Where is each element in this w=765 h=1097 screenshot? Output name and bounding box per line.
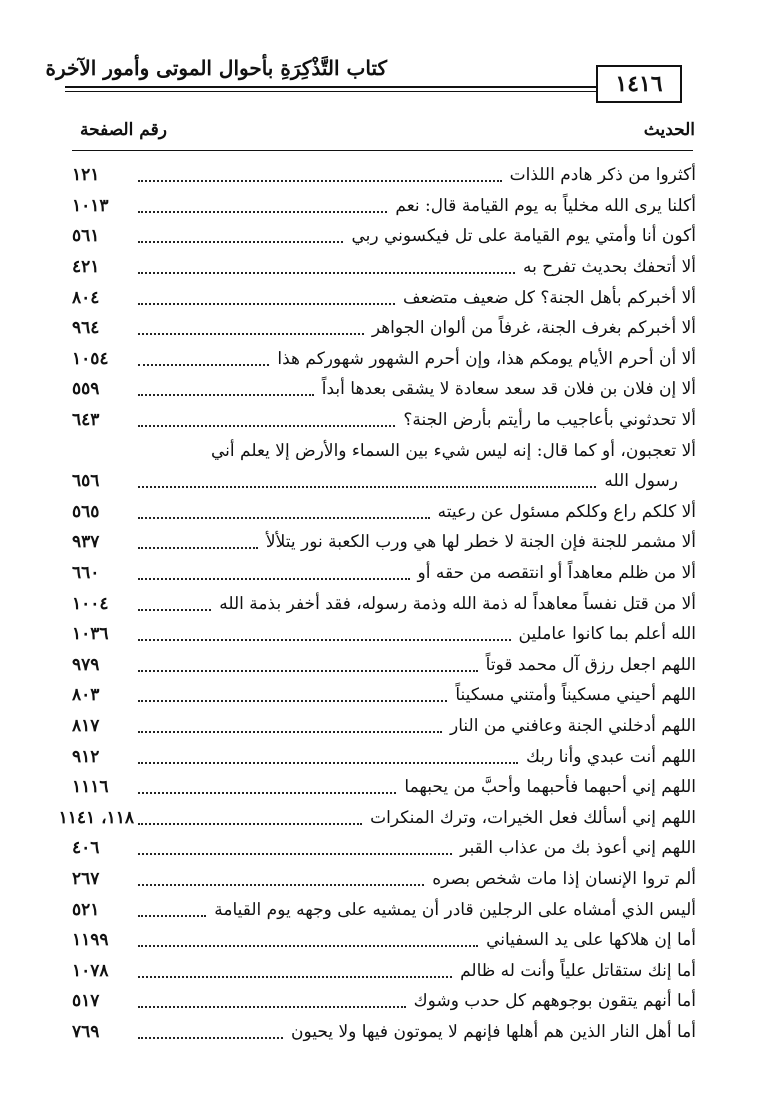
hadith-text: أما إنك ستقاتل علياً وأنت له ظالم (460, 960, 696, 981)
dot-leader (138, 578, 410, 580)
page-reference: ١٠٥٤ (72, 348, 109, 369)
hadith-text: الله أعلم بما كانوا عاملين (518, 624, 696, 645)
hadith-text: ألا من قتل نفساً معاهداً له ذمة الله وذمة رسوله، فقد أخفر بذمة الله (219, 593, 696, 614)
index-entry (72, 252, 696, 283)
hadith-text: ألا من ظلم معاهداً أو انتقصه من حقه أو (417, 563, 696, 584)
page-reference: ٩١٢ (72, 746, 100, 767)
page-reference: ٦٦٠ (72, 563, 100, 584)
dot-leader (138, 364, 269, 366)
index-entry (72, 894, 696, 925)
page-reference: ٦٥٦ (72, 471, 100, 492)
index-entry (72, 864, 696, 895)
dot-leader (138, 211, 387, 213)
index-entry (72, 313, 696, 344)
page-reference: ٤٢١ (72, 257, 100, 278)
index-entry (72, 986, 696, 1017)
page-reference: ١٢١ (72, 165, 100, 186)
page-reference: ١٠١٣ (72, 195, 109, 216)
hadith-text: أما أنهم يتقون بوجوههم كل حدب وشوك (413, 991, 696, 1012)
hadith-text: أكلنا يرى الله مخلياً به يوم القيامة قال: نعم (395, 195, 696, 216)
hadith-text: اللهم إني أسألك فعل الخيرات، وترك المنكرات (370, 807, 696, 828)
page-reference: ٥١٧ (72, 991, 100, 1012)
hadith-text: اللهم اجعل رزق آل محمد قوتاً (485, 654, 696, 675)
hadith-text: أكثروا من ذكر هادم اللذات (509, 165, 696, 186)
dot-leader (138, 303, 395, 305)
dot-leader (138, 762, 518, 764)
index-entry (72, 650, 696, 681)
header-rule-secondary (65, 91, 596, 92)
hadith-text: ألا إن فلان بن فلان قد سعد سعادة لا يشقى بعدها أبداً (321, 379, 696, 400)
hadith-text: رسول الله (604, 471, 678, 492)
dot-leader (138, 241, 343, 243)
page-reference: ٥٦١ (72, 226, 100, 247)
column-header-rule (72, 150, 693, 151)
dot-leader (138, 609, 211, 611)
dot-leader (138, 547, 258, 549)
page-number: ١٤١٦ (596, 65, 682, 103)
page-reference: ٨٠٤ (72, 287, 100, 308)
index-entry (72, 160, 696, 191)
hadith-text: ألا تحدثوني بأعاجيب ما رأيتم بأرض الجنة؟ (403, 410, 696, 431)
index-entry (72, 619, 696, 650)
page-reference: ١٠٧٨ (72, 960, 109, 981)
page-reference: ٤٠٦ (72, 838, 100, 859)
hadith-text: ألا تعجبون، أو كما قال: إنه ليس شيء بين السماء والأرض إلا يعلم أني (210, 440, 696, 461)
hadith-text: اللهم إني أحبهما فأحبهما وأحبَّ من يحبهما (404, 777, 696, 798)
dot-leader (138, 884, 424, 886)
hadith-text: ألا أتحفك بحديث تفرح به (523, 257, 696, 278)
index-entry (72, 527, 696, 558)
page-reference: ٦٤٣ (72, 410, 100, 431)
index-entry (72, 191, 696, 222)
page-reference: ٢٦٧ (72, 868, 100, 889)
dot-leader (138, 915, 206, 917)
index-entry (58, 802, 696, 833)
page-reference: ٩٦٤ (72, 318, 100, 339)
dot-leader (138, 486, 596, 488)
hadith-text: أما إن هلاكها على يد السفياني (486, 930, 696, 951)
page-reference: ٥٢١ (72, 899, 100, 920)
hadith-column-header: الحديث (643, 120, 695, 140)
hadith-text: اللهم إني أعوذ بك من عذاب القبر (460, 838, 696, 859)
dot-leader (138, 792, 396, 794)
dot-leader (138, 1037, 283, 1039)
dot-leader (138, 517, 430, 519)
index-entry (72, 925, 696, 956)
dot-leader (138, 700, 447, 702)
index-entry (72, 282, 696, 313)
index-entry (72, 680, 696, 711)
hadith-text: ألا مشمر للجنة فإن الجنة لا خطر لها هي ورب الكعبة نور يتلألأ (265, 532, 696, 553)
index-entry (72, 435, 696, 466)
dot-leader (138, 1006, 406, 1008)
dot-leader (138, 425, 395, 427)
dot-leader (138, 394, 314, 396)
page-reference: ١١١٦ (72, 777, 109, 798)
page-reference: ٧٦٩ (72, 1021, 100, 1042)
page-reference: ٩٧٩ (72, 654, 100, 675)
page-reference: ٨٠٣ (72, 685, 100, 706)
dot-leader (138, 272, 515, 274)
dot-leader (138, 639, 511, 641)
dot-leader (138, 853, 452, 855)
index-entry (72, 741, 696, 772)
hadith-text: اللهم أنت عبدي وأنا ربك (525, 746, 696, 767)
dot-leader (138, 670, 478, 672)
page-reference: ١٠٣٦ (72, 624, 109, 645)
dot-leader (138, 976, 452, 978)
index-entry (72, 221, 696, 252)
page-reference: ١١٨، ١١٤١ (58, 807, 134, 828)
page-reference: ٥٦٥ (72, 501, 100, 522)
page-reference: ١٠٠٤ (72, 593, 109, 614)
hadith-index-list (58, 160, 696, 1047)
dot-leader (138, 731, 442, 733)
dot-leader (138, 180, 502, 182)
hadith-text: أليس الذي أمشاه على الرجلين قادر أن يمشيه على وجهه يوم القيامة (214, 899, 696, 920)
hadith-text: ألا أخبركم بأهل الجنة؟ كل ضعيف متضعف (403, 287, 696, 308)
page-reference: ٨١٧ (72, 715, 100, 736)
page-reference: ١١٩٩ (72, 930, 109, 951)
hadith-text: أكون أنا وأمتي يوم القيامة على تل فيكسوني ربي (351, 226, 696, 247)
dot-leader (138, 333, 364, 335)
hadith-text: اللهم أدخلني الجنة وعافني من النار (450, 715, 696, 736)
index-entry (72, 466, 696, 497)
index-entry (72, 405, 696, 436)
hadith-text: ألا كلكم راع وكلكم مسئول عن رعيته (437, 501, 696, 522)
dot-leader (138, 945, 478, 947)
page-reference: ٩٣٧ (72, 532, 100, 553)
dot-leader (138, 823, 362, 825)
index-entry (72, 497, 696, 528)
book-title: كتاب التَّذْكِرَةِ بأحوال الموتى وأمور الآخرة (45, 56, 387, 80)
page-column-header: رقم الصفحة (80, 120, 167, 140)
index-entry (72, 558, 696, 589)
index-entry (72, 1017, 696, 1048)
index-entry (72, 772, 696, 803)
hadith-text: ألا أخبركم بغرف الجنة، غرفاً من ألوان الجواهر (371, 318, 696, 339)
hadith-text: ألم تروا الإنسان إذا مات شخص بصره (432, 868, 696, 889)
index-entry (72, 588, 696, 619)
hadith-text: اللهم أحيني مسكيناً وأمتني مسكيناً (455, 685, 696, 706)
index-entry (72, 711, 696, 742)
index-entry (72, 344, 696, 375)
index-entry (72, 955, 696, 986)
index-entry (72, 833, 696, 864)
page-reference: ٥٥٩ (72, 379, 100, 400)
hadith-text: أما أهل النار الذين هم أهلها فإنهم لا يموتون فيها ولا يحيون (290, 1021, 696, 1042)
index-entry (72, 374, 696, 405)
hadith-text: ألا أن أحرم الأيام يومكم هذا، وإن أحرم الشهور شهوركم هذا (277, 348, 696, 369)
header-rule (65, 86, 596, 88)
